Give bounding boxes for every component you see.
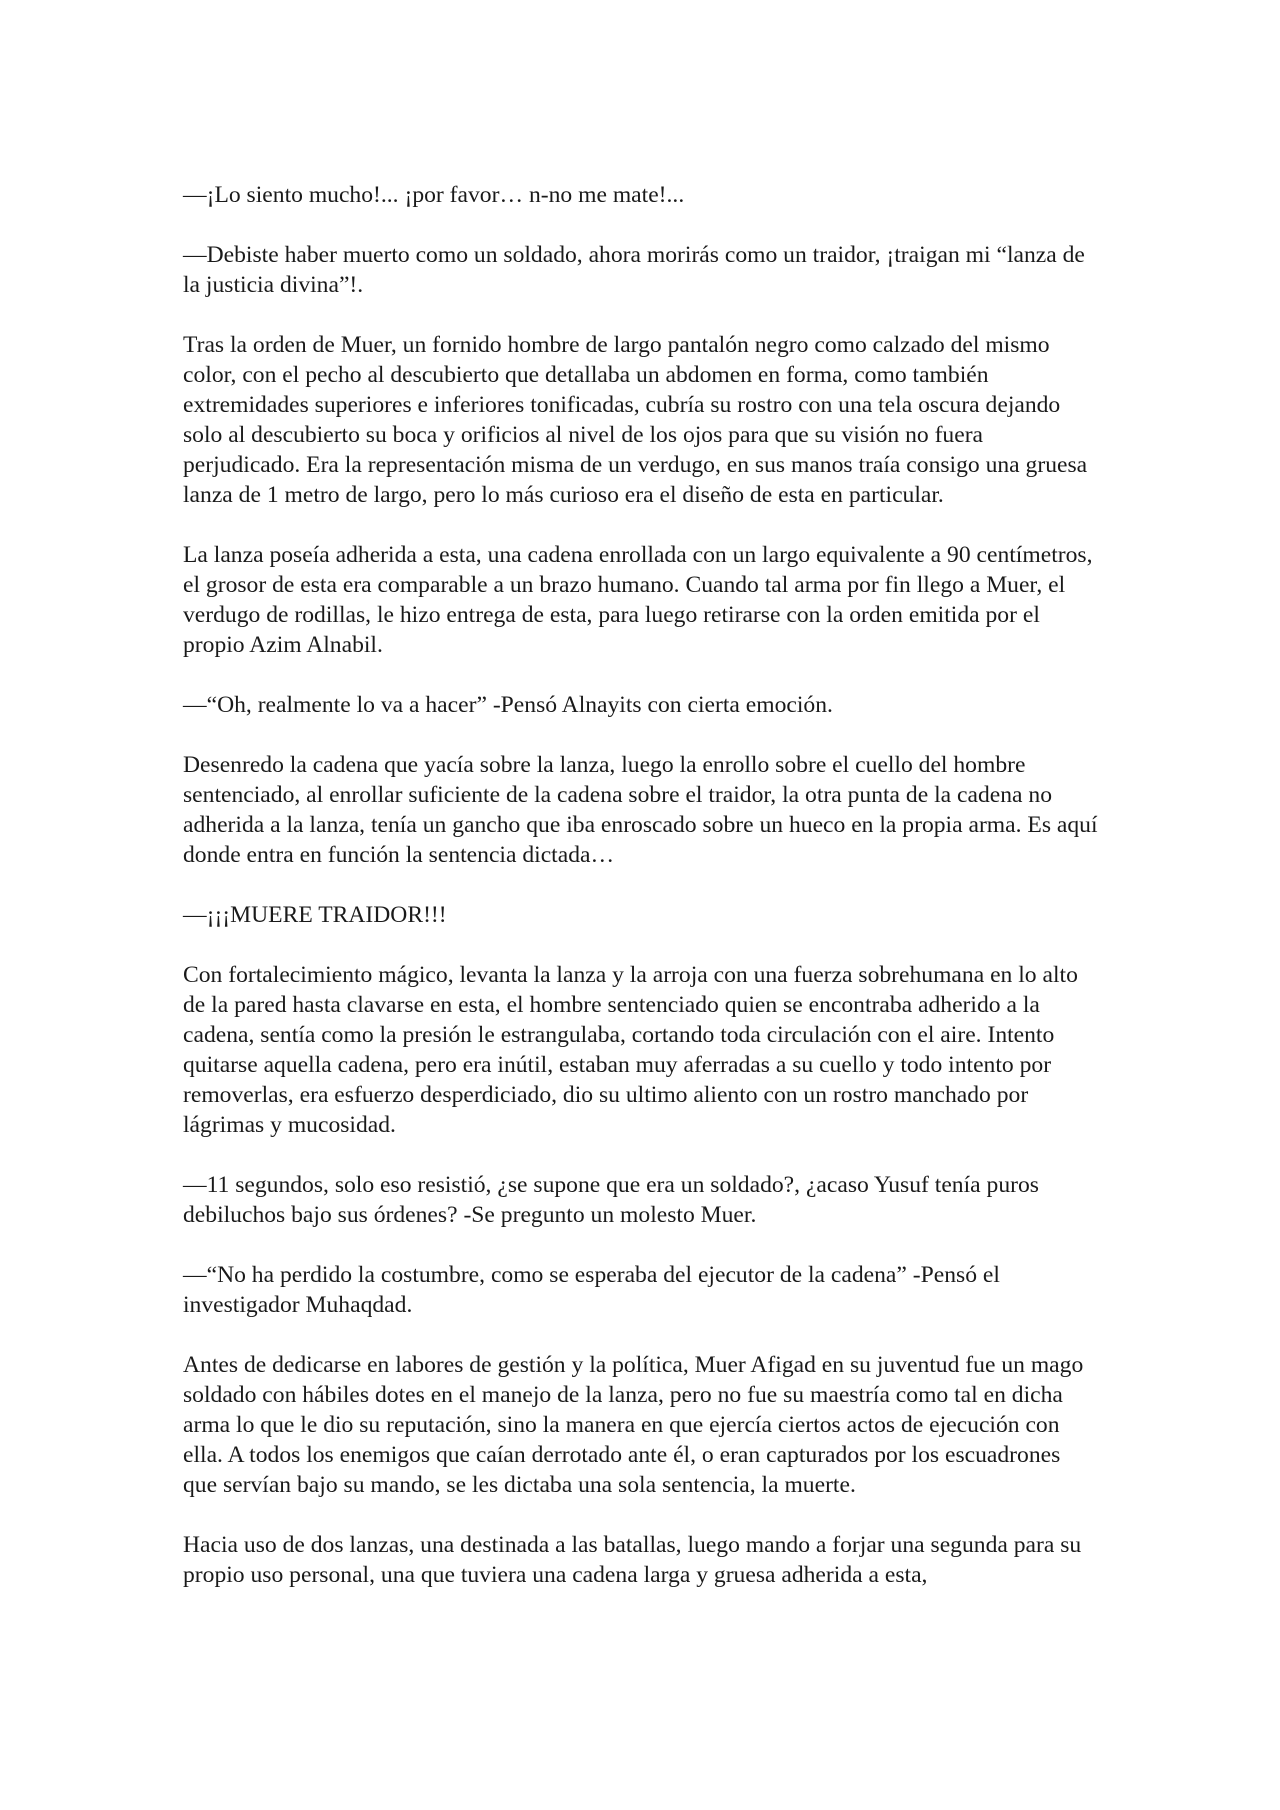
- paragraph-two-spears: Hacia uso de dos lanzas, una destinada a las batallas, luego mando a forjar una segunda para su propio uso personal, una que tuviera una cadena larga y gruesa adherida a esta,: [183, 1532, 1082, 1588]
- paragraph-chain-wrapping: Desenredo la cadena que yacía sobre la lanza, luego la enrollo sobre el cuello del hombre sentenciado, al enrollar suficiente de la cadena sobre el traidor, la otra punta de la cadena no adherida a la lanza, tenía un gancho que iba enroscado sobre un hueco en la propia arma. Es aquí donde entra en función la sentencia dictada…: [183, 752, 1098, 868]
- paragraph-muhaqdad-thought: —“No ha perdido la costumbre, como se esperaba del ejecutor de la cadena” -Pensó el investigador Muhaqdad.: [183, 1262, 1000, 1318]
- paragraph-muer-background: Antes de dedicarse en labores de gestión y la política, Muer Afigad en su juventud fue un mago soldado con hábiles dotes en el manejo de la lanza, pero no fue su maestría como tal en dicha arma lo que le dio su reputación, sino la manera en que ejercía ciertos actos de ejecución con ella. A todos los enemigos que caían derrotado ante él, o eran capturados por los escuadrones que servían bajo su mando, se les dictaba una sola sentencia, la muerte.: [183, 1352, 1084, 1498]
- paragraph-spear-chain: La lanza poseía adherida a esta, una cadena enrollada con un largo equivalente a 90 centímetros, el grosor de esta era comparable a un brazo humano. Cuando tal arma por fin llego a Muer, el verdugo de rodillas, le hizo entrega de esta, para luego retirarse con la orden emitida por el propio Azim Alnabil.: [183, 542, 1093, 658]
- paragraph-alnayits-thought: —“Oh, realmente lo va a hacer” -Pensó Alnayits con cierta emoción.: [183, 692, 833, 718]
- paragraph-executioner-description: Tras la orden de Muer, un fornido hombre de largo pantalón negro como calzado del mismo color, con el pecho al descubierto que detallaba un abdomen en forma, como también extremidades superiores e inferiores tonificadas, cubría su rostro con una tela oscura dejando solo al descubierto su boca y orificios al nivel de los ojos para que su visión no fuera perjudicado. Era la representación misma de un verdugo, en sus manos traía consigo una gruesa lanza de 1 metro de largo, pero lo más curioso era el diseño de esta en particular.: [183, 332, 1088, 508]
- paragraph-muere-traidor: —¡¡¡MUERE TRAIDOR!!!: [183, 902, 447, 928]
- paragraph-dialogue-traitor: —Debiste haber muerto como un soldado, ahora morirás como un traidor, ¡traigan mi “lanza de la justicia divina”!.: [183, 242, 1085, 298]
- paragraph-dialogue-apology: —¡Lo siento mucho!... ¡por favor… n-no me mate!...: [183, 182, 685, 208]
- document-body: [183, 180, 1099, 1590]
- paragraph-execution: Con fortalecimiento mágico, levanta la lanza y la arroja con una fuerza sobrehumana en lo alto de la pared hasta clavarse en esta, el hombre sentenciado quien se encontraba adherido a la cadena, sentía como la presión le estrangulaba, cortando toda circulación con el aire. Intento quitarse aquella cadena, pero era inútil, estaban muy aferradas a su cuello y todo intento por removerlas, era esfuerzo desperdiciado, dio su ultimo aliento con un rostro manchado por lágrimas y mucosidad.: [183, 962, 1078, 1138]
- paragraph-eleven-seconds: —11 segundos, solo eso resistió, ¿se supone que era un soldado?, ¿acaso Yusuf tenía puros debiluchos bajo sus órdenes? -Se pregunto un molesto Muer.: [183, 1172, 1039, 1228]
